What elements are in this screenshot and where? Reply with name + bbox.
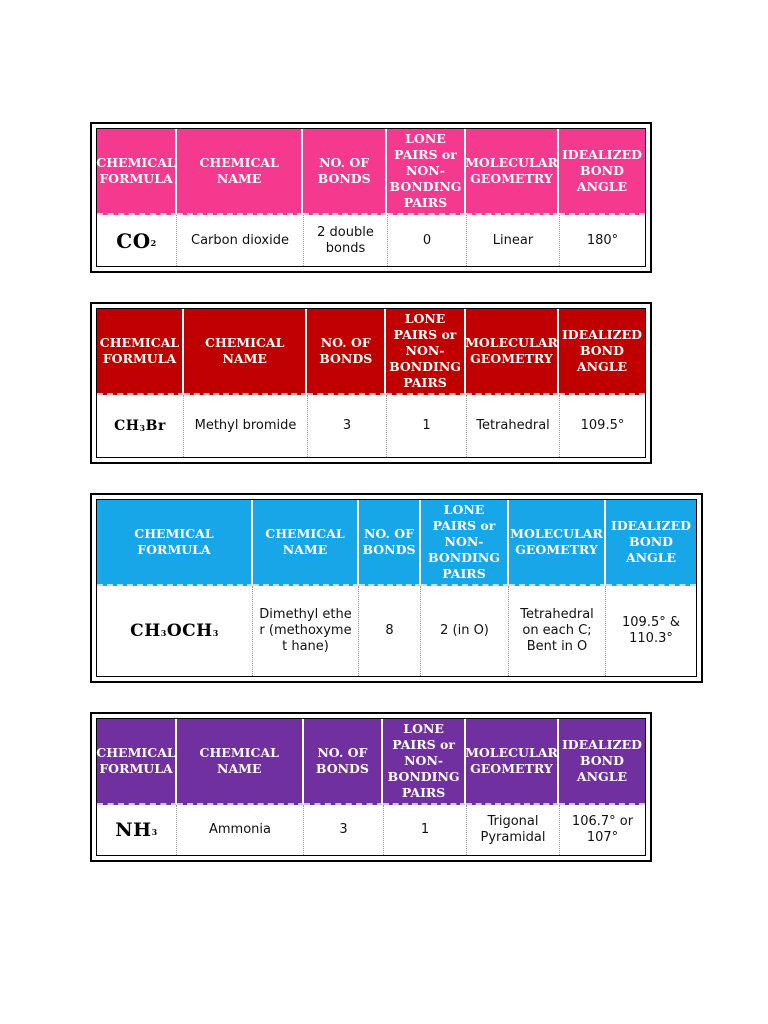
bonds-value: 2 double bonds <box>304 215 388 266</box>
ch3br-data-row <box>97 395 645 457</box>
header-chemical-formula: CHEMICAL FORMULA <box>97 719 177 805</box>
co2-header-row <box>97 129 645 215</box>
lone-pairs-value: 1 <box>387 395 467 457</box>
header-chemical-name: CHEMICAL NAME <box>177 719 304 805</box>
name-methyl-bromide: Methyl bromide <box>184 395 308 457</box>
header-chemical-formula: CHEMICAL FORMULA <box>97 129 177 215</box>
angle-value: 106.7° or 107° <box>571 814 634 845</box>
formula-nh3 <box>97 805 177 855</box>
formula-main: CH <box>130 621 161 641</box>
formula-tail: OCH <box>166 621 213 641</box>
header-no-of-bonds: NO. OF BONDS <box>359 500 421 586</box>
header-lone-pairs: LONE PAIRS or NON-BONDING PAIRS <box>387 129 466 215</box>
header-lone-pairs: LONE PAIRS or NON-BONDING PAIRS <box>421 500 509 586</box>
angle-value: 180° <box>586 232 619 248</box>
header-molecular-geometry: MOLECULAR GEOMETRY <box>466 129 559 215</box>
header-molecular-geometry: MOLECULAR GEOMETRY <box>466 309 559 395</box>
name-ammonia: Ammonia <box>177 805 304 855</box>
formula-main: NH <box>115 819 152 841</box>
name-carbon-dioxide: Carbon dioxide <box>177 215 304 266</box>
bonds-value: 3 <box>308 395 387 457</box>
header-lone-pairs: LONE PAIRS or NON-BONDING PAIRS <box>386 309 466 395</box>
header-chemical-name: CHEMICAL NAME <box>253 500 359 586</box>
bonds-value: 8 <box>359 586 421 676</box>
header-no-of-bonds: NO. OF BONDS <box>303 129 387 215</box>
nh3-table-inner <box>96 718 646 856</box>
name-dimethyl-ether: Dimethyl ether (methoxymet hane) <box>253 586 359 676</box>
header-chemical-name: CHEMICAL NAME <box>184 309 307 395</box>
header-chemical-formula: CHEMICAL FORMULA <box>97 500 253 586</box>
formula-subscript-2: 3 <box>212 628 219 638</box>
geometry-value: Tetrahedral <box>467 395 560 457</box>
angle-value: 109.5° & 110.3° <box>622 615 680 646</box>
header-idealized-bond-angle: IDEALIZED BOND ANGLE <box>559 719 645 805</box>
angle-value: 109.5° <box>580 418 625 433</box>
header-molecular-geometry: MOLECULAR GEOMETRY <box>466 719 559 805</box>
ch3och3-table <box>90 493 703 683</box>
formula-main: CO <box>116 228 151 253</box>
formula-main: CH <box>114 418 140 434</box>
geometry-value: Linear <box>467 215 560 266</box>
formula-subscript: 3 <box>160 628 167 638</box>
ch3br-header-row <box>97 309 645 395</box>
header-no-of-bonds: NO. OF BONDS <box>307 309 386 395</box>
co2-table <box>90 122 652 273</box>
lone-pairs-value: 0 <box>388 215 467 266</box>
geometry-value: Trigonal Pyramidal <box>467 805 560 855</box>
formula-tail: Br <box>145 418 166 434</box>
header-idealized-bond-angle: IDEALIZED BOND ANGLE <box>559 129 645 215</box>
nh3-table <box>90 712 652 862</box>
header-no-of-bonds: NO. OF BONDS <box>304 719 384 805</box>
ch3br-table-inner <box>96 308 646 458</box>
header-idealized-bond-angle: IDEALIZED BOND ANGLE <box>559 309 645 395</box>
nh3-data-row <box>97 805 645 855</box>
header-idealized-bond-angle: IDEALIZED BOND ANGLE <box>606 500 696 586</box>
nh3-header-row <box>97 719 645 805</box>
ch3och3-table-inner <box>96 499 697 677</box>
formula-ch3br <box>97 395 184 457</box>
header-molecular-geometry: MOLECULAR GEOMETRY <box>509 500 606 586</box>
bonds-value: 3 <box>304 805 384 855</box>
formula-subscript: 3 <box>139 423 146 433</box>
co2-data-row <box>97 215 645 266</box>
ch3och3-data-row <box>97 586 696 676</box>
header-lone-pairs: LONE PAIRS or NON-BONDING PAIRS <box>383 719 466 805</box>
formula-subscript: 2 <box>150 237 157 248</box>
header-chemical-formula: CHEMICAL FORMULA <box>97 309 184 395</box>
ch3br-table <box>90 302 652 464</box>
formula-ch3och3 <box>97 586 253 676</box>
header-chemical-name: CHEMICAL NAME <box>177 129 303 215</box>
co2-table-inner <box>96 128 646 267</box>
formula-subscript: 3 <box>151 827 158 837</box>
geometry-value: Tetrahedral on each C; Bent in O <box>509 586 606 676</box>
ch3och3-header-row <box>97 500 696 586</box>
formula-co2 <box>97 215 177 266</box>
lone-pairs-value: 2 (in O) <box>421 586 509 676</box>
lone-pairs-value: 1 <box>384 805 467 855</box>
